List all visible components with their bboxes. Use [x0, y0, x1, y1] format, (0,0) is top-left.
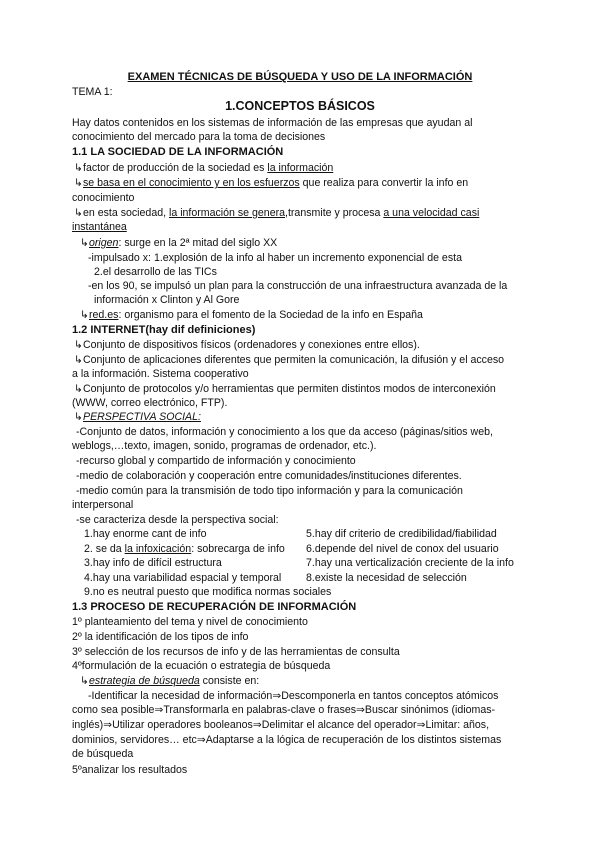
s11-impulsado: -impulsado x: 1.explosión de la info al haber un incremento exponencial de esta [88, 252, 462, 264]
section-title: 1.CONCEPTOS BÁSICOS [225, 99, 375, 113]
exam-title: EXAMEN TÉCNICAS DE BÚSQUEDA Y USO DE LA INFORMACIÓN [127, 71, 473, 83]
char-8: 8.existe la necesidad de selección [306, 572, 467, 584]
s11-line-3b: instantánea [72, 221, 127, 233]
s12-line-8: weblogs,…texto, imagen, sonido, programas de ordenador, etc.). [72, 440, 377, 452]
s11-line-1: ↳factor de producción de la sociedad es la información [74, 162, 334, 174]
s11-plan-b: información x Clinton y Al Gore [94, 294, 240, 306]
heading-1-1: 1.1 LA SOCIEDAD DE LA INFORMACIÓN [72, 146, 284, 158]
arrow-icon: ↳ [74, 177, 83, 189]
s11-tics: 2.el desarrollo de las TICs [94, 266, 217, 278]
char-1: 1.hay enorme cant de info [84, 528, 207, 540]
s12-line-9: -recurso global y compartido de información y conocimiento [76, 455, 356, 467]
arrow-icon: ↳ [74, 207, 83, 219]
tema-label: TEMA 1: [72, 86, 113, 98]
s12-line-7: -Conjunto de datos, información y conocimiento a los que da acceso (páginas/sitios web, [76, 426, 493, 438]
s13-line-8: inglés)⇒Utilizar operadores booleanos⇒Delimitar el alcance del operador⇒Limitar: años, [72, 719, 490, 731]
s12-line-4: ↳Conjunto de protocolos y/o herramientas que permiten distintos modos de interconexión [74, 383, 496, 395]
arrow-icon: ↳ [74, 411, 83, 423]
s12-line-5: (WWW, correo electrónico, FTP). [72, 397, 228, 409]
s12-line-1: ↳Conjunto de dispositivos físicos (ordenadores y conexiones entre ellos). [74, 339, 420, 351]
intro-line-1: Hay datos contenidos en los sistemas de información de las empresas que ayudan al [72, 117, 473, 129]
char-3: 3.hay info de difícil estructura [84, 557, 222, 569]
arrow-icon: ↳ [74, 162, 83, 174]
s11-line-2b: conocimiento [72, 192, 135, 204]
s13-step-2: 2º la identificación de los tipos de info [72, 631, 249, 643]
char-5: 5.hay dif criterio de credibilidad/fiabilidad [306, 528, 497, 540]
s13-line-7: como sea posible⇒Transformarla en palabras-clave o frases⇒Buscar sinónimos (idiomas- [72, 704, 496, 716]
s12-line-11: -medio común para la transmisión de todo tipo información y para la comunicación [76, 485, 463, 497]
char-2: 2. se da la infoxicación: sobrecarga de info [84, 543, 285, 555]
heading-1-3: 1.3 PROCESO DE RECUPERACIÓN DE INFORMACIÓN [72, 601, 357, 613]
s13-step-4: 4ºformulación de la ecuación o estrategia de búsqueda [72, 660, 331, 672]
arrow-icon: ↳ [74, 354, 83, 366]
arrow-icon: ↳ [80, 309, 89, 321]
s13-line-9: dominios, servidores… etc⇒Adaptarse a la lógica de recuperación de los distintos sistemas [72, 734, 502, 746]
s12-line-12: interpersonal [72, 499, 134, 511]
heading-1-2: 1.2 INTERNET(hay dif definiciones) [72, 324, 256, 336]
char-6: 6.depende del nivel de conox del usuario [306, 543, 499, 555]
s11-origin: ↳origen: surge en la 2ª mitad del siglo XX [80, 237, 278, 249]
s12-line-2: ↳Conjunto de aplicaciones diferentes que permiten la comunicación, la difusión y el acceso [74, 354, 505, 366]
char-9: 9.no es neutral puesto que modifica normas sociales [84, 586, 332, 598]
s13-line-6: -Identificar la necesidad de información⇒Descomponerla en tantos conceptos atómicos [88, 690, 499, 702]
char-4: 4.hay una variabilidad espacial y temporal [84, 572, 282, 584]
s11-line-2: ↳se basa en el conocimiento y en los esfuerzos que realiza para convertir la info en [74, 177, 469, 189]
s13-estrategia: ↳estrategia de búsqueda consiste en: [80, 675, 260, 687]
char-7: 7.hay una verticalización creciente de la info [306, 557, 514, 569]
intro-line-2: conocimiento del mercado para la toma de decisiones [72, 131, 326, 143]
arrow-icon: ↳ [80, 237, 89, 249]
arrow-icon: ↳ [74, 339, 83, 351]
s11-line-3: ↳en esta sociedad, la información se genera,transmite y procesa a una velocidad casi [74, 207, 480, 219]
s13-step-3: 3º selección de los recursos de info y de las herramientas de consulta [72, 646, 400, 658]
s13-step-1: 1º planteamiento del tema y nivel de conocimiento [72, 616, 308, 628]
s11-plan: -en los 90, se impulsó un plan para la construcción de una infraestructura avanzada de la [88, 280, 508, 292]
s12-line-3: a la información. Sistema cooperativo [72, 368, 249, 380]
s12-line-13: -se caracteriza desde la perspectiva social: [76, 514, 279, 526]
s13-line-10: de búsqueda [72, 748, 134, 760]
s13-step-5: 5ºanalizar los resultados [72, 764, 188, 776]
arrow-icon: ↳ [80, 675, 89, 687]
s12-perspectiva: ↳PERSPECTIVA SOCIAL: [74, 411, 201, 423]
s12-line-10: -medio de colaboración y cooperación entre comunidades/instituciones diferentes. [76, 470, 462, 482]
s11-redes: ↳red.es: organismo para el fomento de la Sociedad de la info en España [80, 309, 423, 321]
arrow-icon: ↳ [74, 383, 83, 395]
